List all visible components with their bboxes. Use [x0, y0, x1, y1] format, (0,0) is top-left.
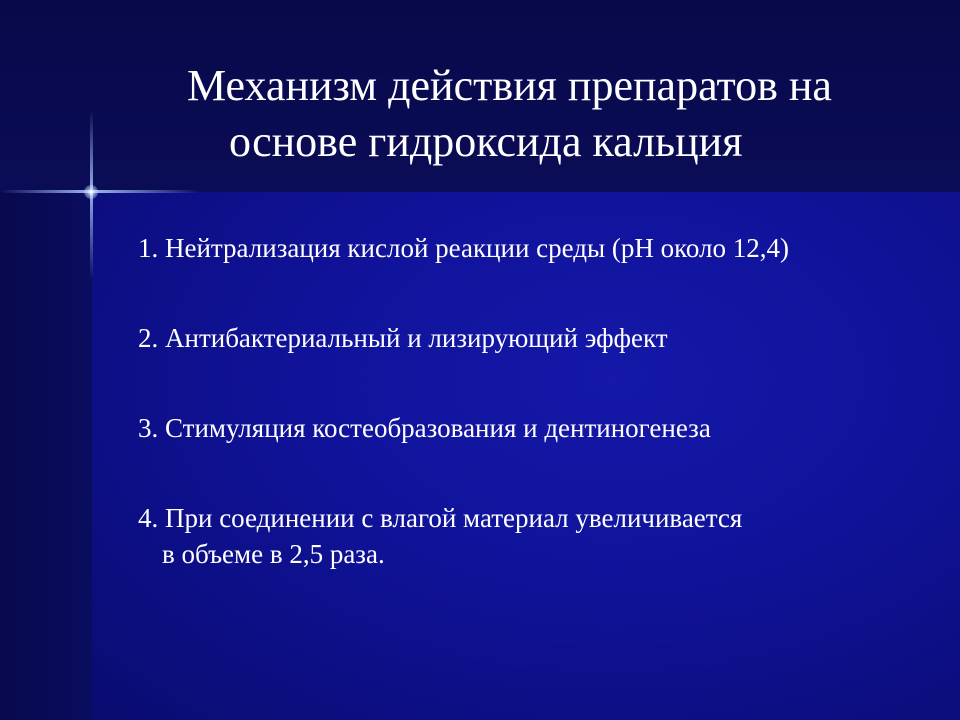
list-item-1: [138, 230, 789, 266]
slide-title-line-2: основе гидроксида кальция: [229, 117, 743, 166]
light-flare-horizontal: [0, 190, 200, 193]
list-item-3: [138, 410, 711, 446]
slide-title: [0, 58, 960, 170]
content-panel: [92, 192, 960, 720]
list-item-2: [138, 320, 668, 356]
list-item-3-text: 3. Стимуляция костеобразования и дентиногенеза: [138, 413, 711, 443]
left-band: [0, 192, 92, 720]
list-item-4: [138, 500, 742, 572]
light-flare-icon: [84, 185, 98, 199]
slide-title-line-1: Механизм действия препаратов на: [187, 61, 832, 110]
list-item-2-text: 2. Антибактериальный и лизирующий эффект: [138, 323, 668, 353]
list-item-4-continuation: в объеме в 2,5 раза.: [162, 539, 385, 569]
list-item-1-text: 1. Нейтрализация кислой реакции среды (рН около 12,4): [138, 233, 789, 263]
list-item-4-text: 4. При соединении с влагой материал увеличивается: [138, 503, 743, 533]
